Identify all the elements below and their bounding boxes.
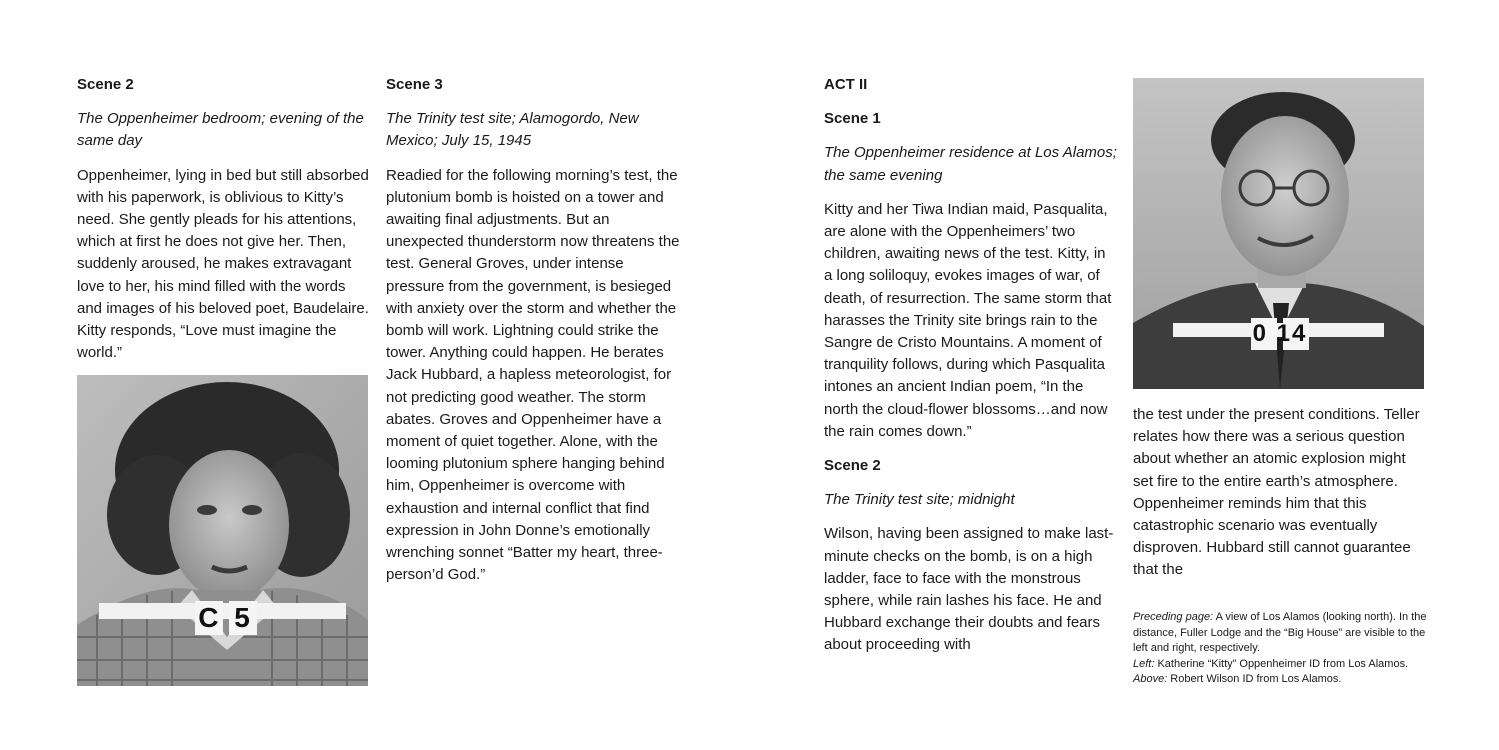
left-column-2 <box>386 74 681 586</box>
scene-heading: Scene 1 <box>824 110 881 128</box>
scene-synopsis: Wilson, having been assigned to make last-minute checks on the bomb, is on a high ladder, face to face with the monstrous sphere, while rain lashes his face. He and Hubbard exchange their doubts and fears about proceeding with <box>824 525 1114 654</box>
kitty-id-photo <box>77 375 368 686</box>
scene-setting: The Trinity test site; Alamogordo, New Mexico; July 15, 1945 <box>386 110 639 150</box>
caption-left: Left: Katherine “Kitty” Oppenheimer ID from Los Alamos. <box>1133 657 1409 670</box>
caption-preceding-page: Preceding page: A view of Los Alamos (looking north). In the distance, Fuller Lodge and the “Big House” are visible to the left and right, respectively. <box>1133 611 1427 654</box>
right-column-2 <box>1133 404 1423 582</box>
scene-synopsis: Readied for the following morning’s test, the plutonium bomb is hoisted on a tower and awaiting final adjustments. But an unexpected thunderstorm now threatens the test. General Groves, under intense pressure from the government, is besieged with anxiety over the storm and whether the bomb will work. Lightning could strike the tower. Anything could happen. He berates Jack Hubbard, a hapless meteorologist, for not predicting good weather. The storm abates. Groves and Oppenheimer have a moment of quiet together. Alone, with the looming plutonium sphere hanging behind him, Oppenheimer is overcome with exhaustion and internal conflict that find expression in John Donne’s emotionally wrenching sonnet “Batter my heart, three-person’d God.” <box>386 166 680 584</box>
scene-setting: The Oppenheimer residence at Los Alamos; the same evening <box>824 144 1117 184</box>
scene-heading: Scene 3 <box>386 76 443 93</box>
act-heading: ACT II <box>824 76 868 93</box>
id-tag-label: 0 14 <box>1252 320 1308 347</box>
scene-heading: Scene 2 <box>77 76 134 93</box>
right-column-1 <box>824 74 1117 657</box>
scene-setting: The Oppenheimer bedroom; evening of the same day <box>77 110 364 150</box>
left-column-1 <box>77 74 372 364</box>
scene-synopsis: Kitty and her Tiwa Indian maid, Pasqualita, are alone with the Oppenheimers’ two children, awaiting news of the test. Kitty, in a long soliloquy, evokes images of war, of death, of resurrection. The same storm that harasses the Trinity site brings rain to the Sangre de Cristo Mountains. A moment of tranquility follows, during which Pasqualita intones an ancient Indian poem, “In the north the cloud-flower blossoms…and now the rain comes down.” <box>824 200 1112 440</box>
scene-heading: Scene 2 <box>824 457 881 475</box>
wilson-id-photo <box>1133 78 1424 389</box>
id-tag-label: C 5 <box>198 602 254 633</box>
caption-above: Above: Robert Wilson ID from Los Alamos. <box>1133 673 1342 685</box>
scene-synopsis-continued: the test under the present conditions. Teller relates how there was a serious question about whether an atomic explosion might set fire to the entire earth’s atmosphere. Oppenheimer reminds him that this catastrophic scenario was eventually disproven. Hubbard still cannot guarantee that the <box>1133 406 1420 579</box>
photo-caption <box>1133 610 1433 688</box>
scene-synopsis: Oppenheimer, lying in bed but still absorbed with his paperwork, is oblivious to Kitty’s need. She gently pleads for his attentions, which at first he does not give her. Then, suddenly aroused, he makes extravagant love to her, his mind filled with the words and images of his beloved poet, Baudelaire. Kitty responds, “Love must imagine the world.” <box>77 166 369 362</box>
scene-setting: The Trinity test site; midnight <box>824 491 1015 509</box>
